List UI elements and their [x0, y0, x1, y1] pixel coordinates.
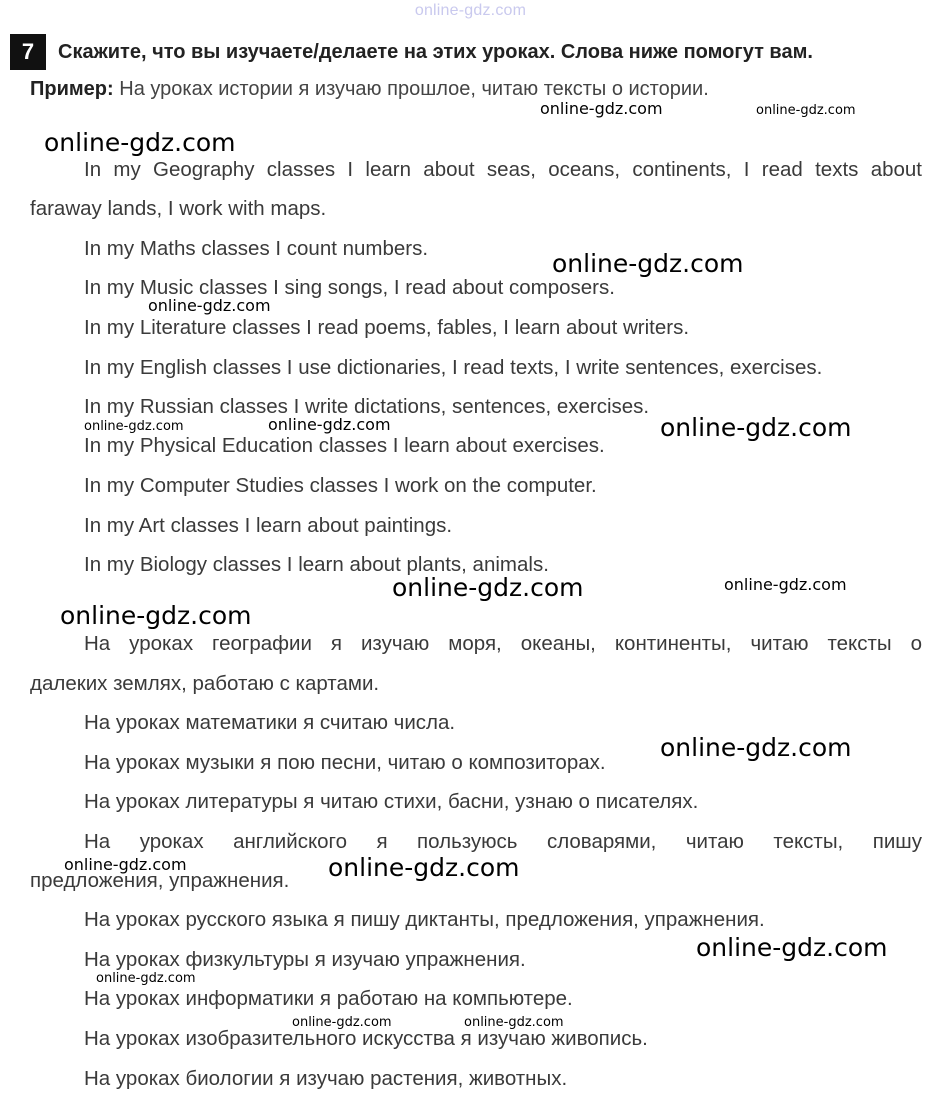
russian-line: На уроках изобразительного искусства я изучаю живопись.	[84, 1027, 648, 1050]
english-line: In my Russian classes I write dictations, sentences, exercises.	[84, 395, 650, 418]
task-title: Скажите, что вы изучаете/делаете на этих уроках. Слова ниже помогут вам.	[58, 40, 813, 63]
english-line: In my Biology classes I learn about plants, animals.	[84, 553, 549, 576]
russian-line: На уроках математики я считаю числа.	[84, 711, 456, 734]
task-number-badge: 7	[10, 34, 46, 70]
watermark: online-gdz.com	[44, 128, 236, 157]
english-line: In my Music classes I sing songs, I read about composers.	[84, 276, 615, 299]
english-line: In my Maths classes I count numbers.	[84, 237, 429, 260]
russian-line: На уроках литературы я читаю стихи, басни, узнаю о писателях.	[84, 790, 699, 813]
watermark: online-gdz.com	[552, 249, 744, 278]
english-line: In my Computer Studies classes I work on the computer.	[84, 474, 597, 497]
watermark: online-gdz.com	[84, 419, 184, 434]
watermark: online-gdz.com	[292, 1015, 392, 1030]
english-line: In my English classes I use dictionaries, I read texts, I write sentences, exercises.	[84, 356, 823, 379]
russian-line: На уроках биологии я изучаю растения, животных.	[84, 1067, 568, 1090]
english-line: In my Art classes I learn about paintings.	[84, 514, 453, 537]
watermark: online-gdz.com	[660, 413, 852, 442]
watermark: online-gdz.com	[540, 99, 663, 118]
site-header: online-gdz.com	[414, 2, 527, 19]
english-line: In my Literature classes I read poems, fables, I learn about writers.	[84, 316, 690, 339]
watermark: online-gdz.com	[328, 853, 520, 882]
russian-line: На уроках географии я изучаю моря, океаны, континенты, читаю тексты о	[84, 632, 922, 655]
example-text: На уроках истории я изучаю прошлое, читаю тексты о истории.	[113, 78, 709, 100]
watermark: online-gdz.com	[660, 733, 852, 762]
watermark: online-gdz.com	[148, 296, 271, 315]
watermark: online-gdz.com	[756, 103, 856, 118]
watermark: online-gdz.com	[268, 415, 391, 434]
english-line: In my Geography classes I learn about seas, oceans, continents, I read texts about	[84, 158, 922, 181]
watermark: online-gdz.com	[392, 573, 584, 602]
watermark: online-gdz.com	[464, 1015, 564, 1030]
russian-line: На уроках музыки я пою песни, читаю о композиторах.	[84, 751, 606, 774]
watermark: online-gdz.com	[96, 971, 196, 986]
example-label: Пример:	[30, 78, 114, 100]
watermark: online-gdz.com	[60, 601, 252, 630]
russian-line: предложения, упражнения.	[30, 869, 290, 892]
watermark: online-gdz.com	[724, 575, 847, 594]
russian-line: На уроках информатики я работаю на компьютере.	[84, 987, 573, 1010]
english-line: faraway lands, I work with maps.	[30, 197, 327, 220]
russian-line: далеких землях, работаю с картами.	[30, 672, 380, 695]
russian-line: На уроках физкультуры я изучаю упражнения.	[84, 948, 526, 971]
watermark: online-gdz.com	[696, 933, 888, 962]
example-line	[30, 78, 709, 101]
task-header	[10, 34, 813, 70]
russian-line: На уроках английского я пользуюсь словарями, читаю тексты, пишу	[84, 830, 922, 853]
english-line: In my Physical Education classes I learn about exercises.	[84, 434, 605, 457]
watermark: online-gdz.com	[64, 855, 187, 874]
russian-line: На уроках русского языка я пишу диктанты, предложения, упражнения.	[84, 908, 765, 931]
